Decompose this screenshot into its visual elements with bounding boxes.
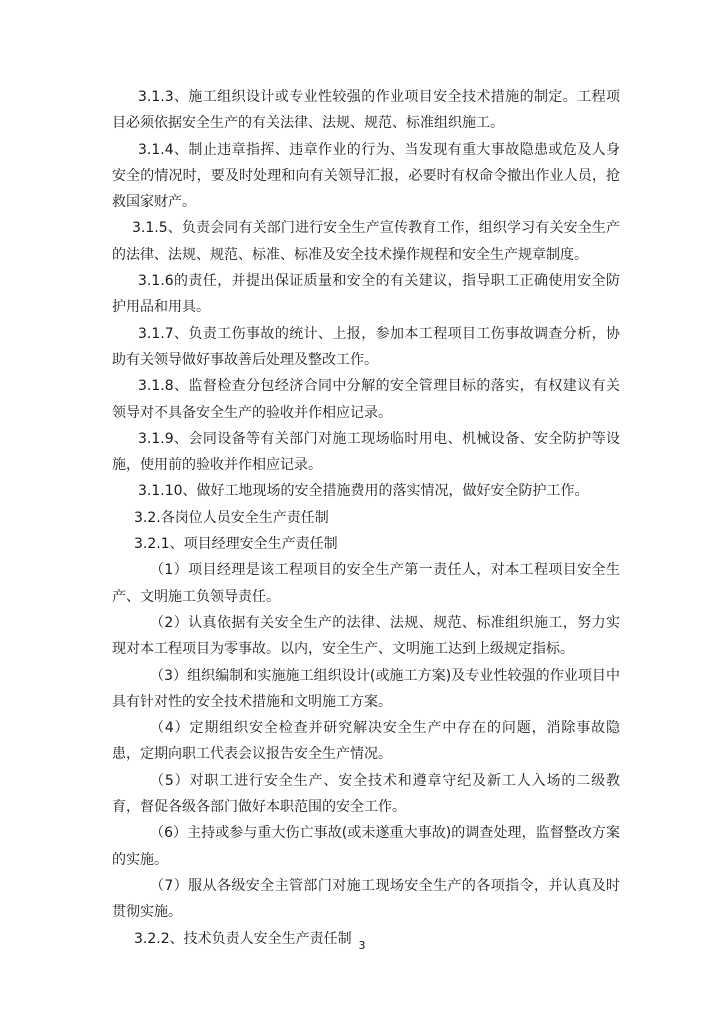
list-item-1: （1）项目经理是该工程项目的安全生产第一责任人，对本工程项目安全生产、文明施工负领导责任。	[112, 562, 620, 605]
list-item-2: （2）认真依据有关安全生产的法律、法规、规范、标准组织施工，努力实现对本工程项目为零事故。以内，安全生产、文明施工达到上级规定指标。	[112, 614, 620, 658]
paragraph-3-1-8: 3.1.8、监督检查分包经济合同中分解的安全管理目标的落实，有权建议有关领导对不具备安全生产的验收并作相应记录。	[112, 378, 620, 421]
paragraph-3-1-4: 3.1.4、制止违章指挥、违章作业的行为、当发现有重大事故隐患或危及人身安全的情况时，要及时处理和向有关领导汇报，必要时有权命令撤出作业人员，抢救国家财产。	[112, 141, 620, 211]
paragraph-3-1-6: 3.1.6的责任，并提出保证质量和安全的有关建议，指导职工正确使用安全防护用品和用具。	[112, 273, 620, 316]
paragraph-3-1-5: 3.1.5、负责会同有关部门进行安全生产宣传教育工作，组织学习有关安全生产的法律、法规、规范、标准、标准及安全技术操作规程和安全生产规章制度。	[112, 220, 620, 263]
list-item-7: （7）服从各级安全主管部门对施工现场安全生产的各项指令，并认真及时贯彻实施。	[112, 877, 620, 921]
page-number: 3	[358, 939, 366, 952]
subsection-heading-3-2-1: 3.2.1、项目经理安全生产责任制	[134, 536, 338, 553]
paragraph-3-1-7: 3.1.7、负责工伤事故的统计、上报，参加本工程项目工伤事故调查分析，协助有关领导做好事故善后处理及整改工作。	[112, 325, 620, 368]
paragraph-3-1-3: 3.1.3、施工组织设计或专业性较强的作业项目安全技术措施的制定。工程项目必须依据安全生产的有关法律、法规、规范、标准组织施工。	[112, 89, 620, 132]
list-item-6: （6）主持或参与重大伤亡事故(或未遂重大事故)的调查处理，监督整改方案的实施。	[112, 825, 620, 868]
paragraph-3-1-10: 3.1.10、做好工地现场的安全措施费用的落实情况，做好安全防护工作。	[138, 483, 589, 500]
list-item-3: （3）组织编制和实施施工组织设计(或施工方案)及专业性较强的作业项目中具有针对性的安全技术措施和文明施工方案。	[112, 667, 620, 710]
section-heading-3-2: 3.2.各岗位人员安全生产责任制	[134, 509, 329, 526]
paragraph-3-1-9: 3.1.9、会同设备等有关部门对施工现场临时用电、机械设备、安全防护等设施，使用前的验收并作相应记录。	[112, 430, 620, 474]
subsection-heading-3-2-2: 3.2.2、技术负责人安全生产责任制	[134, 930, 352, 947]
list-item-5: （5）对职工进行安全生产、安全技术和遵章守纪及新工人入场的二级教育，督促各级各部门做好本职范围的安全工作。	[112, 772, 620, 816]
body-text	[112, 84, 620, 952]
list-item-4: （4）定期组织安全检查并研究解决安全生产中存在的问题，消除事故隐患，定期向职工代表会议报告安全生产情况。	[112, 720, 620, 763]
